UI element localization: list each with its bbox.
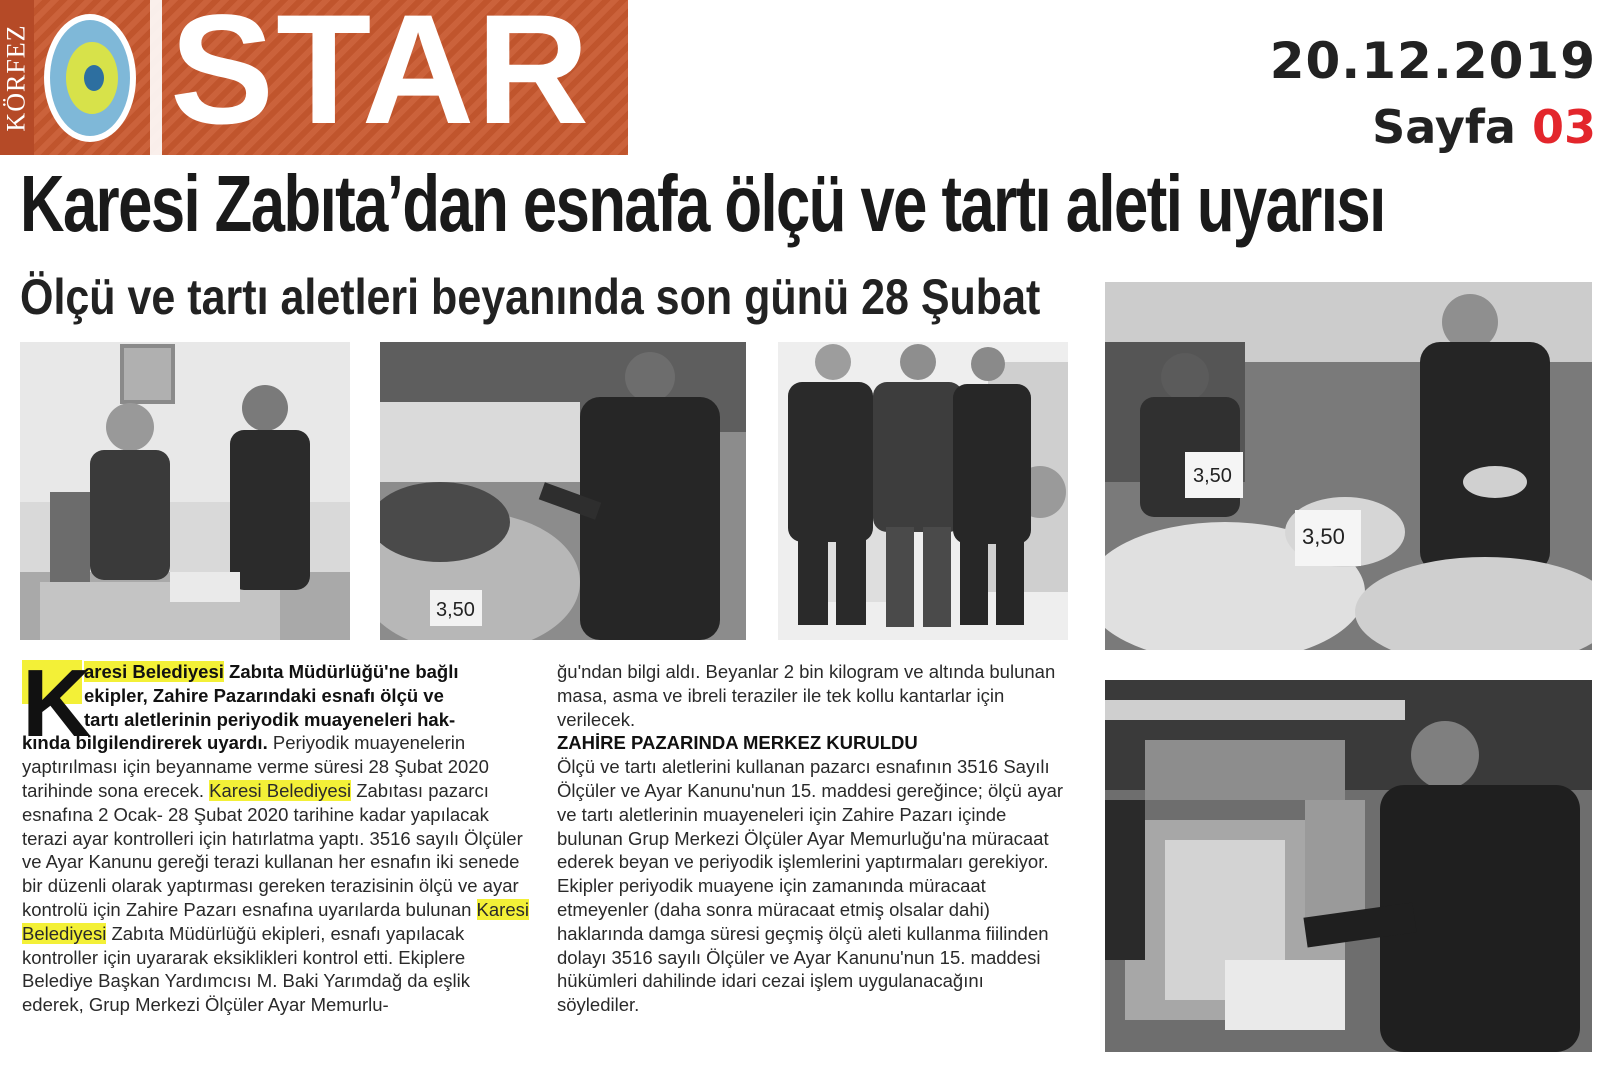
article-headline: Karesi Zabıta’dan esnafa ölçü ve tartı aleti uyarısı [20,159,1385,248]
masthead-banner [0,0,628,155]
org-highlight-2: Karesi Belediyesi [22,898,529,944]
lead-line-1 [22,660,530,684]
col1-text-a: Periyodik muayenelerin yaptırılması için beyanname verme süresi 28 Şubat 2020 tarihinde sona erecek. [22,732,489,801]
page-label: Sayfa [1372,100,1516,154]
brand-vertical-strip [0,0,34,155]
article-dropcap: K [22,650,92,757]
photo-officer-market-aisle [1105,680,1592,1052]
col2-paragraph-2: Ölçü ve tartı aletlerini kullanan pazarcı esnafının 3516 Sayılı Ölçüler ve Ayar Kanunu'nun 15. maddesi gereğince; ölçü ayar ve tartı aletlerinin muayeneleri için Zahire Pazarı içinde bulunan Grup Merkezi Ölçüler Ayar Memurluğu'na müracaat ederek beyan ve periyodik işlemlerini yaptırmaları gerekiyor. Ekipler periyodik muayene için zamanında müracaat etmeyenler (daha sonra müracaat etmiş olsalar dahi) haklarında damga süresi geçmiş ölçü aleti kullanma fiilinden dolayı 3516 sayılı Ölçüler ve Ayar Kanunu'nun 15. maddesi hükümleri dahilinde idari cezai işlem uygulanacağını söylediler. [557,756,1064,1016]
brand-vertical-text: KÖRFEZ [2,23,31,132]
article-column-2 [557,660,1065,1017]
lead-bold-end: kında bilgilendirerek uyardı. [22,732,268,754]
issue-date: 20.12.2019 [1269,32,1596,90]
article-column-1 [22,650,530,1017]
col1-paragraph [22,731,530,1017]
eye-logo-icon [40,8,140,148]
page-number: 03 [1531,100,1596,154]
photo-officer-market-stall [380,342,746,640]
price-tag-text: 3,50 [436,599,475,621]
org-highlight-1: Karesi Belediyesi [209,779,352,801]
photo-officer-weighing-produce [1105,282,1592,650]
page-indicator [1372,100,1596,154]
col1-text-c: Zabıta Müdürlüğü ekipleri, esnafı yapılacak kontroller için uyararak eksiklikleri kontrol etti. Ekiplere Belediye Başkan Yardımcısı M. Baki Yarımdağ da eşlik ederek, Grup Merkezi Ölçüler Ayar Memurlu- [22,922,470,1016]
section-subheading: ZAHİRE PAZARINDA MERKEZ KURULDU [557,732,918,754]
price-tag-text: 3,50 [1193,465,1232,487]
price-tag-text: 3,50 [1302,524,1345,549]
lead-text-1: Zabıta Müdürlüğü'ne bağlı [223,661,459,682]
col2-paragraph-1: ğu'ndan bilgi aldı. Beyanlar 2 bin kilogram ve altında bulunan masa, asma ve ibreli teraziler ile tek kollu kantarlar için verilecek. [557,661,1056,730]
lead-highlight: aresi Belediyesi [84,661,224,682]
lead-line-3: tartı aletlerinin periyodik muayeneleri hak- [84,708,456,730]
lead-line-2: ekipler, Zahire Pazarındaki esnafı ölçü ve [84,684,444,706]
article-subheadline: Ölçü ve tartı aletleri beyanında son günü 28 Şubat [20,269,1041,325]
newspaper-title: STAR [170,0,592,157]
photo-three-officials [778,342,1068,640]
col1-text-b: Zabıtası pazarcı esnafına 2 Ocak- 28 Şubat 2020 tarihine kadar yapılacak terazi ayar kontrolleri için hatırlatma yaptı. 3516 sayılı Ölçüler ve Ayar Kanunu gereği terazi kullanan her esnafın iki senede bir düzenli olarak yaptırması gereken terazisinin ölçü ve ayar kontrolü için Zahire Pazarı esnafına uyarılarda bulunan [22,779,523,920]
photo-office-meeting [20,342,350,640]
logo-divider [150,0,162,155]
